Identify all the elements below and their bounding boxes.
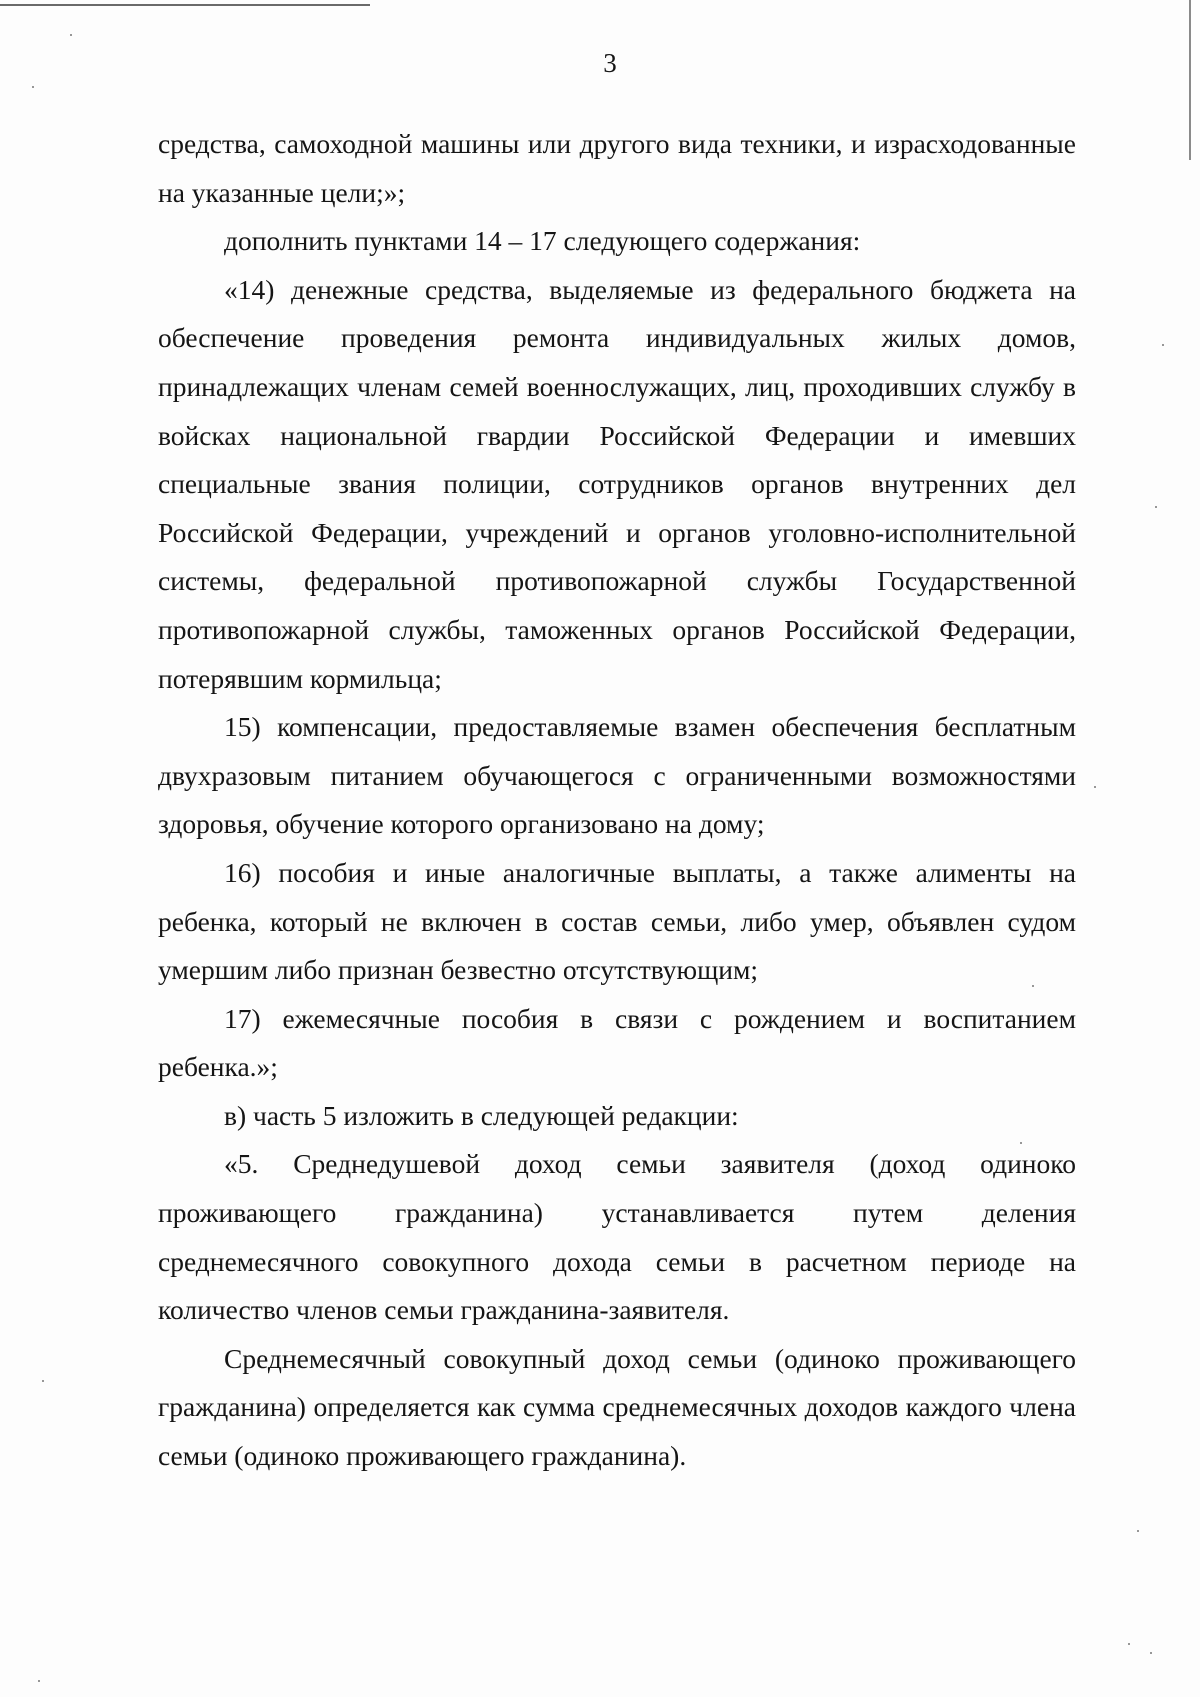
document-body bbox=[158, 120, 1076, 1481]
scan-speck bbox=[1137, 1530, 1139, 1532]
scan-speck bbox=[32, 86, 34, 88]
scan-speck bbox=[1128, 1643, 1130, 1645]
paragraph-continuation: средства, самоходной машины или другого вида техники, и израсходованные на указанные цели;»; bbox=[158, 128, 1076, 208]
scan-speck bbox=[1150, 1652, 1152, 1654]
paragraph-part-5-text: «5. Среднедушевой доход семьи заявителя (доход одиноко проживающего гражданина) устанавливается путем деления среднемесячного совокупного дохода семьи в расчетном периоде на количество членов семьи гражданина-заявителя. bbox=[158, 1148, 1076, 1326]
paragraph-item-16: 16) пособия и иные аналогичные выплаты, а также алименты на ребенка, который не включен в состав семьи, либо умер, объявлен судом умершим либо признан безвестно отсутствующим; bbox=[158, 856, 1076, 986]
scan-speck bbox=[1094, 786, 1096, 788]
scan-speck bbox=[1020, 1142, 1022, 1144]
scan-speck bbox=[1032, 985, 1034, 987]
scan-speck bbox=[1155, 506, 1157, 508]
paragraph-item-15: 15) компенсации, предоставляемые взамен обеспечения бесплатным двухразовым питанием обучающегося с ограниченными возможностями здоровья, обучение которого организовано на дому; bbox=[158, 711, 1076, 840]
paragraph-add-items: дополнить пунктами 14 – 17 следующего содержания: bbox=[224, 225, 861, 257]
scan-edge-line-top bbox=[0, 4, 370, 6]
paragraph-average-income: Среднемесячный совокупный доход семьи (одиноко проживающего гражданина) определяется как сумма среднемесячных доходов каждого члена семьи (одиноко проживающего гражданина). bbox=[158, 1342, 1076, 1472]
scan-speck bbox=[1162, 344, 1164, 346]
paragraph-item-17: 17) ежемесячные пособия в связи с рождением и воспитанием ребенка.»; bbox=[158, 1002, 1076, 1083]
page-number: 3 bbox=[603, 48, 617, 78]
scan-speck bbox=[70, 34, 72, 36]
paragraph-part-5-heading: в) часть 5 изложить в следующей редакции: bbox=[224, 1099, 739, 1131]
scan-speck bbox=[38, 1680, 40, 1682]
scan-edge-line-right bbox=[1189, 0, 1191, 160]
scan-speck bbox=[42, 1380, 44, 1382]
paragraph-item-14: «14) денежные средства, выделяемые из федерального бюджета на обеспечение проведения ремонта индивидуальных жилых домов, принадлежащих членам семей военнослужащих, лиц, проходивших службу в войсках национальной гвардии Российской Федерации и имевших специальные звания полиции, сотрудников органов внутренних дел Российской Федерации, учреждений и органов уголовно-исполнительной системы, федеральной противопожарной службы Государственной противопожарной службы, таможенных органов Российской Федерации, потерявшим кормильца; bbox=[158, 273, 1076, 694]
